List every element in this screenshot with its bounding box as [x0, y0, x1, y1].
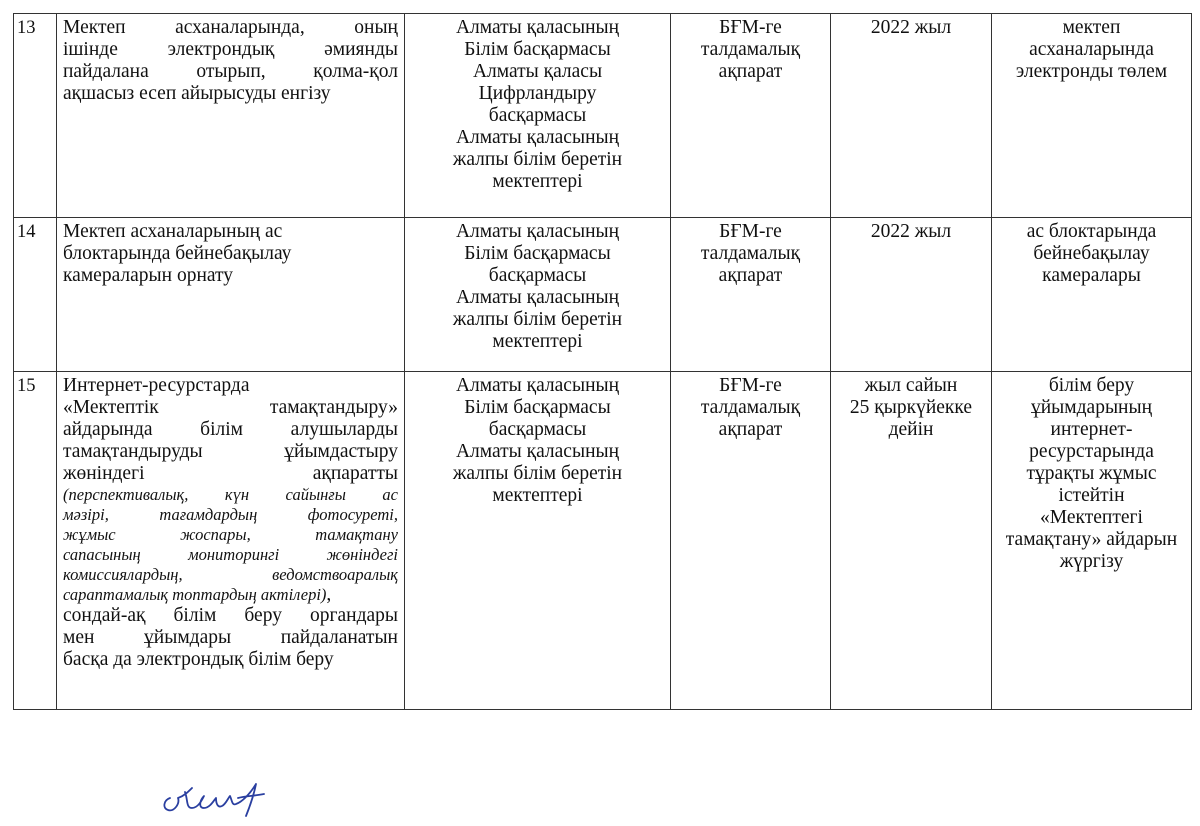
handwritten-signature-icon: [158, 770, 278, 820]
table-row: [14, 372, 1192, 710]
executor-line: Білім басқармасы: [464, 39, 611, 60]
action-line: Мектеп асханаларында, оның: [63, 17, 398, 38]
executor-cell: [405, 372, 671, 710]
executor-line: жалпы білім беретін: [452, 463, 623, 484]
result-line: ресурстарында: [1029, 441, 1154, 462]
form-line: ақпарат: [718, 419, 783, 440]
executor-cell: [405, 14, 671, 218]
action-note-line: жұмыс жоспары, тамақтану: [63, 525, 398, 544]
executor-line: Алматы қаласының: [455, 17, 620, 38]
result-line: жүргізу: [1059, 551, 1124, 572]
executor-line: мектептері: [492, 485, 583, 506]
executor-line: басқармасы: [488, 265, 587, 286]
row-number: 15: [14, 372, 57, 710]
comma: ,: [326, 584, 332, 605]
deadline-cell: [831, 218, 992, 372]
action-line: сондай-ақ білім беру органдары: [63, 605, 398, 626]
deadline-line: 2022 жыл: [870, 17, 952, 38]
action-line: айдарында білім алушыларды: [63, 419, 398, 440]
result-line: мектеп: [1062, 17, 1121, 38]
expected-result-cell: [992, 218, 1192, 372]
result-line: тұрақты жұмыс: [1026, 463, 1157, 484]
action-line: блоктарында бейнебақылау: [63, 243, 292, 264]
action-line: Мектеп асханаларының ас: [63, 221, 283, 242]
action-note-text: сараптамалық топтардың актілері): [63, 585, 327, 604]
action-note-line-last: [63, 585, 398, 605]
action-line: жөніндегі ақпаратты: [63, 463, 398, 484]
action-cell: [57, 218, 405, 372]
result-line: камералары: [1042, 265, 1141, 286]
form-line: талдамалық: [700, 397, 801, 418]
result-line: бейнебақылау: [1033, 243, 1150, 264]
action-cell: [57, 14, 405, 218]
result-line: ұйымдарының: [1030, 397, 1153, 418]
action-line: «Мектептік тамақтандыру»: [63, 397, 398, 418]
table-row: [14, 14, 1192, 218]
action-line: ішінде электрондық әмиянды: [63, 39, 398, 60]
completion-form-cell: [671, 14, 831, 218]
result-line: білім беру: [1048, 375, 1135, 396]
action-plan-table: [13, 13, 1192, 710]
result-line: электронды төлем: [1015, 61, 1168, 82]
executor-line: Алматы қаласының: [455, 375, 620, 396]
executor-line: Алматы қаласының: [455, 441, 620, 462]
completion-form-cell: [671, 218, 831, 372]
form-line: талдамалық: [700, 39, 801, 60]
executor-line: мектептері: [492, 331, 583, 352]
deadline-line: дейін: [888, 419, 934, 440]
action-line: пайдалана отырып, қолма-қол: [63, 61, 398, 82]
executor-line: Цифрландыру: [478, 83, 597, 104]
form-line: ақпарат: [718, 265, 783, 286]
deadline-line: 2022 жыл: [870, 221, 952, 242]
deadline-line: жыл сайын: [864, 375, 958, 396]
result-line: интернет-: [1050, 419, 1133, 440]
executor-line: жалпы білім беретін: [452, 309, 623, 330]
action-note-line: мәзірі, тағамдардың фотосуреті,: [63, 505, 398, 524]
action-cell: [57, 372, 405, 710]
form-line: БҒМ-ге: [719, 221, 782, 242]
result-line: асханаларында: [1029, 39, 1154, 60]
action-line: камераларын орнату: [63, 265, 234, 286]
table-row: [14, 218, 1192, 372]
action-note-line: (перспективалық, күн сайынғы ас: [63, 485, 398, 504]
result-line: ас блоктарында: [1026, 221, 1157, 242]
result-line: істейтін: [1058, 485, 1125, 506]
form-line: ақпарат: [718, 61, 783, 82]
form-line: талдамалық: [700, 243, 801, 264]
form-line: БҒМ-ге: [719, 17, 782, 38]
form-line: БҒМ-ге: [719, 375, 782, 396]
expected-result-cell: [992, 14, 1192, 218]
row-number: 14: [14, 218, 57, 372]
deadline-line: 25 қыркүйекке: [849, 397, 973, 418]
executor-line: Алматы қаласының: [455, 127, 620, 148]
executor-line: мектептері: [492, 171, 583, 192]
action-line: Интернет-ресурстарда: [63, 375, 250, 396]
action-line: ақшасыз есеп айырысуды енгізу: [63, 83, 331, 104]
result-line: «Мектептегі: [1040, 507, 1143, 528]
result-line: тамақтану» айдарын: [1005, 529, 1178, 550]
executor-line: Алматы қаласының: [455, 221, 620, 242]
action-line: мен ұйымдары пайдаланатын: [63, 627, 398, 648]
expected-result-cell: [992, 372, 1192, 710]
action-line: тамақтандыруды ұйымдастыру: [63, 441, 398, 462]
executor-line: Алматы қаласы: [472, 61, 603, 82]
completion-form-cell: [671, 372, 831, 710]
deadline-cell: [831, 14, 992, 218]
action-line: басқа да электрондық білім беру: [63, 649, 334, 670]
executor-line: жалпы білім беретін: [452, 149, 623, 170]
executor-cell: [405, 218, 671, 372]
executor-line: басқармасы: [488, 419, 587, 440]
row-number: 13: [14, 14, 57, 218]
executor-line: Білім басқармасы: [464, 243, 611, 264]
deadline-cell: [831, 372, 992, 710]
executor-line: Білім басқармасы: [464, 397, 611, 418]
executor-line: Алматы қаласының: [455, 287, 620, 308]
executor-line: басқармасы: [488, 105, 587, 126]
action-note-line: комиссиялардың, ведомствоаралық: [63, 565, 398, 584]
action-note-line: сапасының мониторингі жөніндегі: [63, 545, 398, 564]
